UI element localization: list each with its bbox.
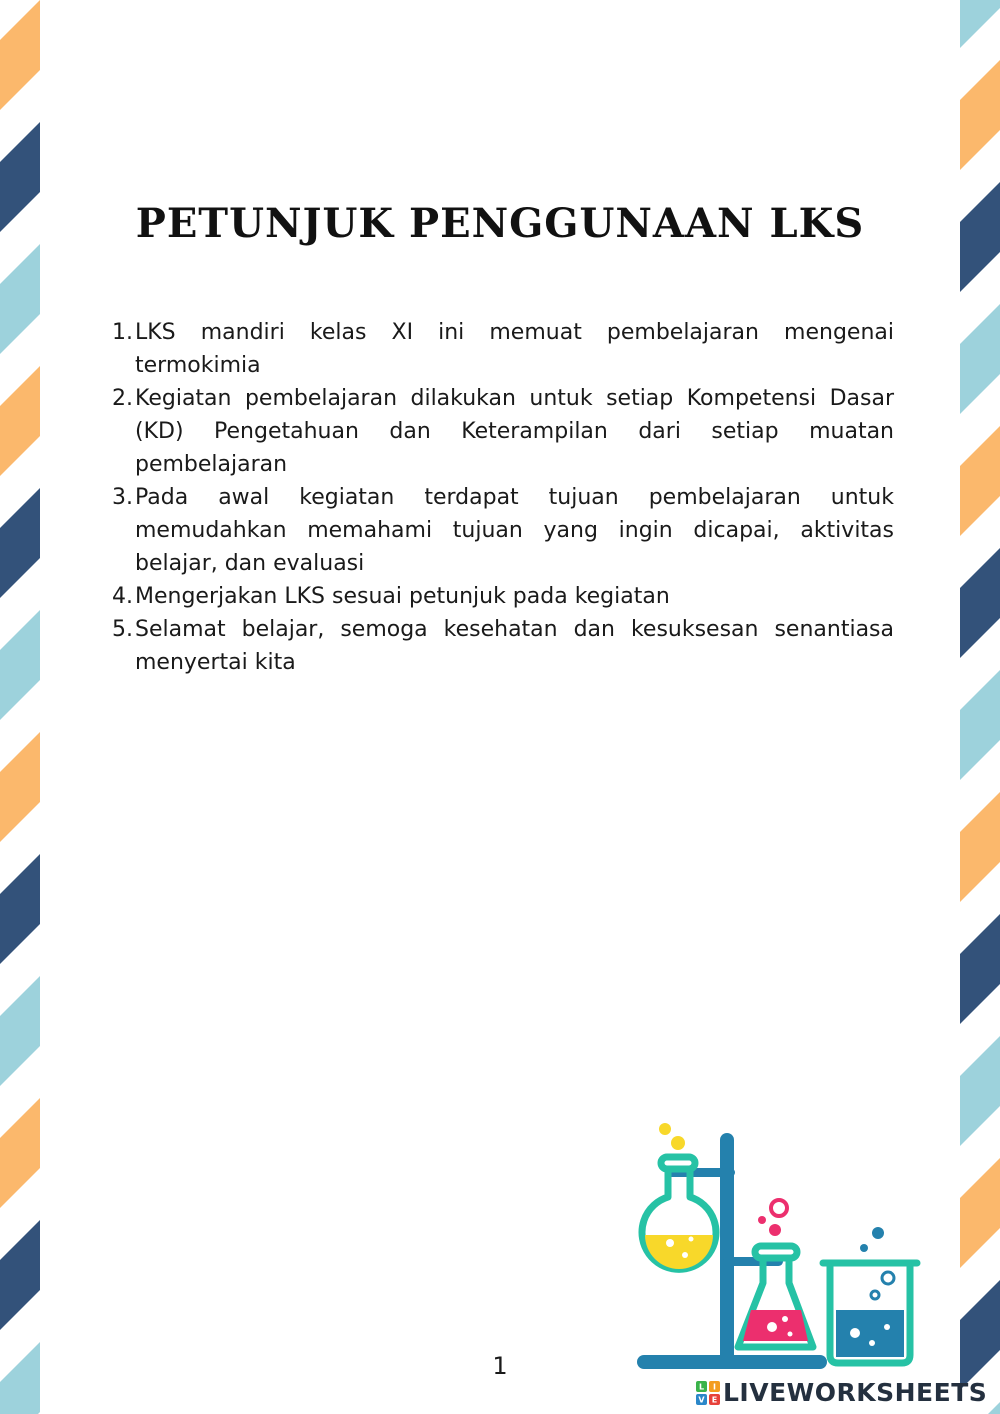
border-stripe	[0, 0, 40, 110]
lab-equipment-illustration	[625, 1115, 925, 1379]
liveworksheets-logo-icon	[696, 1381, 720, 1405]
border-stripe	[0, 244, 40, 354]
border-stripe	[0, 732, 40, 842]
border-stripe	[0, 976, 40, 1086]
instruction-text: Kegiatan pembelajaran dilakukan untuk setiap Kompetensi Dasar (KD) Pengetahuan dan Keterampilan dari setiap muatan pembelajaran	[135, 386, 894, 477]
border-stripe	[960, 60, 1000, 170]
border-stripe	[960, 548, 1000, 658]
border-stripe	[0, 854, 40, 964]
border-stripe	[960, 1158, 1000, 1268]
border-stripe	[0, 488, 40, 598]
instruction-number: 3.	[112, 485, 133, 510]
instruction-text: Pada awal kegiatan terdapat tujuan pembelajaran untuk memudahkan memahami tujuan yang ingin dicapai, aktivitas belajar, dan evaluasi	[135, 485, 894, 576]
lab-equipment-icon	[625, 1115, 925, 1375]
svg-text:I: I	[713, 1382, 716, 1391]
instruction-item	[112, 382, 894, 481]
svg-text:E: E	[711, 1395, 718, 1404]
page-number: 1	[492, 1352, 508, 1380]
instruction-item	[112, 613, 894, 679]
svg-text:V: V	[698, 1395, 705, 1404]
instruction-text: Mengerjakan LKS sesuai petunjuk pada kegiatan	[135, 584, 670, 609]
border-stripe	[960, 914, 1000, 1024]
liveworksheets-watermark	[696, 1378, 987, 1407]
border-stripe	[0, 366, 40, 476]
border-stripe	[0, 1220, 40, 1330]
border-stripe	[960, 1036, 1000, 1146]
instruction-text: LKS mandiri kelas XI ini memuat pembelajaran mengenai termokimia	[135, 320, 894, 378]
border-stripe	[0, 1098, 40, 1208]
border-stripe	[960, 792, 1000, 902]
border-stripe	[960, 0, 1000, 48]
border-stripe	[960, 426, 1000, 536]
instruction-number: 1.	[112, 320, 133, 345]
instruction-item	[112, 316, 894, 382]
border-stripe	[0, 610, 40, 720]
watermark-text: LIVEWORKSHEETS	[723, 1378, 988, 1407]
page-title: PETUNJUK PENGGUNAAN LKS	[135, 200, 865, 247]
border-stripe	[960, 304, 1000, 414]
instruction-number: 2.	[112, 386, 133, 411]
border-stripe	[960, 670, 1000, 780]
instruction-list	[112, 316, 894, 679]
instruction-number: 4.	[112, 584, 133, 609]
instruction-text: Selamat belajar, semoga kesehatan dan kesuksesan senantiasa menyertai kita	[135, 617, 894, 675]
instruction-item	[112, 580, 894, 613]
svg-text:L: L	[698, 1382, 705, 1391]
instruction-item	[112, 481, 894, 580]
instruction-number: 5.	[112, 617, 133, 642]
